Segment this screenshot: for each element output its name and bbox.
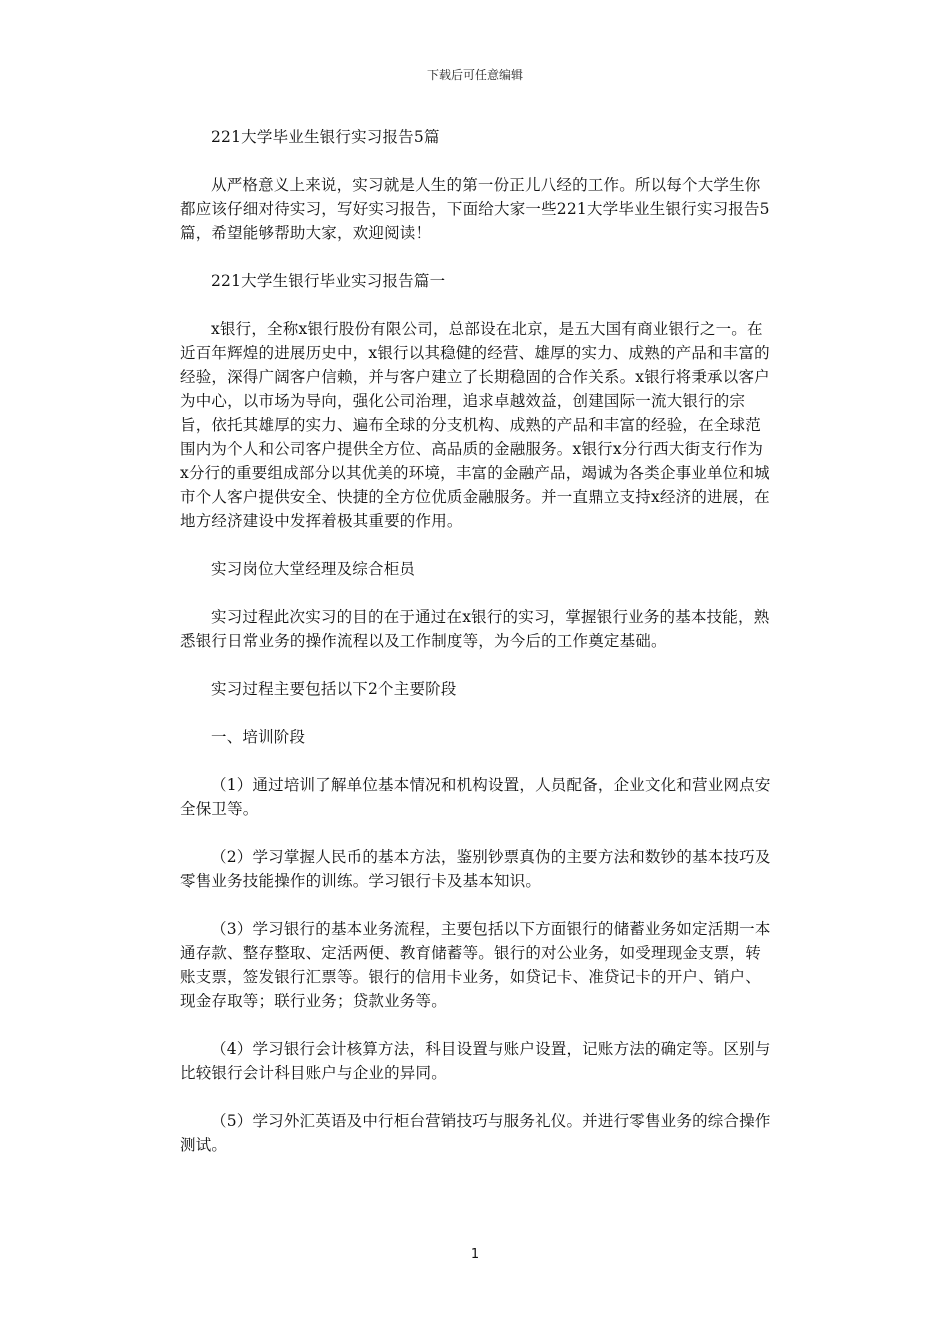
paragraph-position: 实习岗位大堂经理及综合柜员: [211, 560, 416, 578]
section-heading-1: 221大学生银行毕业实习报告篇一: [211, 272, 446, 290]
list-item-5: （5）学习外汇英语及中行柜台营销技巧与服务礼仪。并进行零售业务的综合操作测试。: [180, 1112, 771, 1154]
paragraph-purpose: 实习过程此次实习的目的在于通过在x银行的实习，掌握银行业务的基本技能，熟悉银行日常业务的操作流程以及工作制度等，为今后的工作奠定基础。: [180, 608, 770, 650]
paragraph-stages: 实习过程主要包括以下2个主要阶段: [211, 680, 457, 698]
list-item-1: （1）通过培训了解单位基本情况和机构设置，人员配备，企业文化和营业网点安全保卫等。: [180, 776, 771, 818]
list-item-2: （2）学习掌握人民币的基本方法，鉴别钞票真伪的主要方法和数钞的基本技巧及零售业务技能操作的训练。学习银行卡及基本知识。: [180, 848, 771, 890]
document-title: 221大学毕业生银行实习报告5篇: [211, 128, 440, 146]
list-item-4: （4）学习银行会计核算方法，科目设置与账户设置，记账方法的确定等。区别与比较银行会计科目账户与企业的异同。: [180, 1040, 771, 1082]
document-body: [180, 125, 772, 1181]
subheading-training: 一、培训阶段: [211, 728, 306, 746]
list-item-3: （3）学习银行的基本业务流程，主要包括以下方面银行的储蓄业务如定活期一本通存款、整存整取、定活两便、教育储蓄等。银行的对公业务，如受理现金支票，转账支票，签发银行汇票等。银行的信用卡业务，如贷记卡、准贷记卡的开户、销户、现金存取等；联行业务；贷款业务等。: [180, 920, 771, 1010]
page-number: 1: [470, 1247, 480, 1262]
paragraph-bank-intro: x银行，全称x银行股份有限公司，总部设在北京，是五大国有商业银行之一。在近百年辉煌的进展历史中，x银行以其稳健的经营、雄厚的实力、成熟的产品和丰富的经验，深得广阔客户信赖，并与客户建立了长期稳固的合作关系。x银行将秉承以客户为中心，以市场为导向，强化公司治理，追求卓越效益，创建国际一流大银行的宗旨，依托其雄厚的实力、遍布全球的分支机构、成熟的产品和丰富的经验，在全球范围内为个人和公司客户提供全方位、高品质的金融服务。x银行x分行西大街支行作为x分行的重要组成部分以其优美的环境，丰富的金融产品，竭诚为各类企事业单位和城市个人客户提供安全、快捷的全方位优质金融服务。并一直鼎立支持x经济的进展，在地方经济建设中发挥着极其重要的作用。: [180, 320, 770, 530]
page-header: 下载后可任意编辑: [426, 68, 523, 82]
paragraph-intro: 从严格意义上来说，实习就是人生的第一份正儿八经的工作。所以每个大学生你都应该仔细对待实习，写好实习报告，下面给大家一些221大学毕业生银行实习报告5篇，希望能够帮助大家，欢迎阅读！: [180, 176, 770, 242]
